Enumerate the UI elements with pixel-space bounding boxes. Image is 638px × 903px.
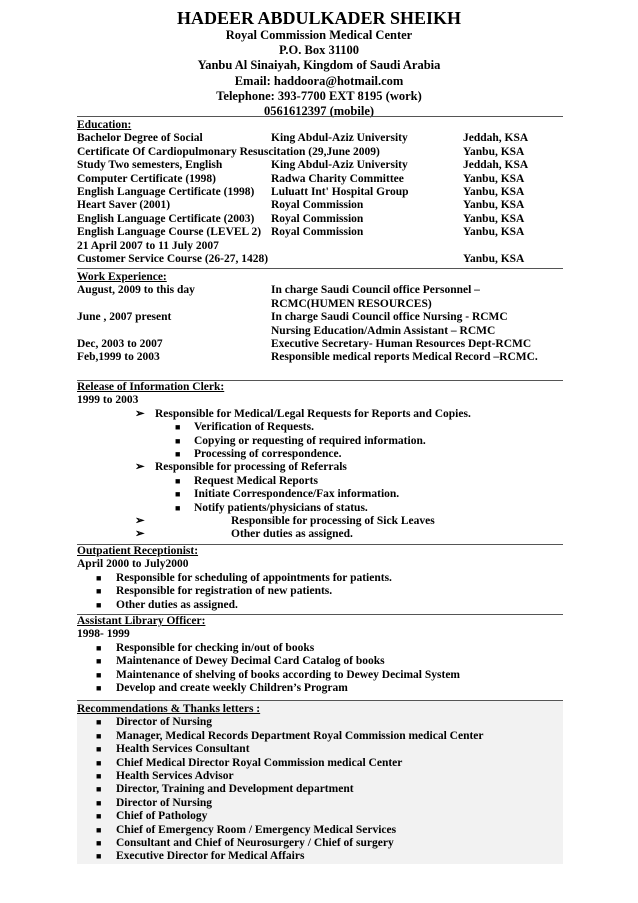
- square-bullet-icon: ■: [175, 475, 181, 486]
- resume-header: [0, 8, 638, 119]
- education-row: [77, 146, 563, 159]
- list-item-text: Responsible for checking in/out of books: [116, 641, 315, 654]
- education-location: Yanbu, KSA: [463, 212, 525, 225]
- education-degree: English Language Certificate (1998): [77, 185, 255, 198]
- list-item-text: Copying or requesting of required information.: [194, 434, 426, 447]
- list-item: [77, 824, 563, 837]
- square-bullet-icon: ■: [96, 784, 102, 795]
- education-row: [77, 226, 563, 239]
- work-phone-line: Telephone: 393-7700 EXT 8195 (work): [216, 88, 422, 103]
- education-row: [77, 253, 563, 266]
- education-row: [77, 199, 563, 212]
- list-item: [77, 730, 563, 743]
- list-item: [77, 797, 563, 810]
- work-role: In charge Saudi Council office Nursing - RCMC: [271, 311, 508, 324]
- square-bullet-icon: ■: [96, 824, 102, 835]
- email-line: Email: haddoora@hotmail.com: [234, 73, 404, 88]
- square-bullet-icon: ■: [96, 669, 102, 680]
- square-bullet-icon: ■: [96, 811, 102, 822]
- work-role: Nursing Education/Admin Assistant – RCMC: [271, 324, 496, 337]
- list-item: [77, 682, 563, 695]
- square-bullet-icon: ■: [96, 586, 102, 597]
- work-period: June , 2007 present: [77, 311, 172, 324]
- outpatient-title: Outpatient Receptionist:: [77, 545, 199, 557]
- list-item-text: Responsible for scheduling of appointments for patients.: [116, 571, 392, 584]
- list-item-text: Responsible for Medical/Legal Requests for Reports and Copies.: [155, 407, 471, 420]
- list-item: [77, 421, 563, 434]
- education-row: [77, 159, 563, 172]
- education-degree: English Language Certificate (2003): [77, 212, 255, 225]
- education-section: [77, 116, 563, 266]
- list-item-text: Maintenance of Dewey Decimal Card Catalog of books: [116, 655, 385, 668]
- education-location: Yanbu, KSA: [463, 185, 525, 198]
- education-degree: Computer Certificate (1998): [77, 172, 217, 185]
- list-item: [77, 599, 563, 612]
- education-institution: Royal Commission: [271, 199, 364, 212]
- list-item-text: Initiate Correspondence/Fax information.: [194, 488, 400, 501]
- recommendations-title: Recommendations & Thanks letters :: [77, 703, 261, 715]
- list-item-text: Develop and create weekly Children’s Program: [116, 681, 348, 694]
- list-item-text: Director, Training and Development department: [116, 783, 354, 796]
- list-item: [77, 810, 563, 823]
- square-bullet-icon: ■: [96, 642, 102, 653]
- work-row: [77, 298, 563, 311]
- list-item: [77, 528, 563, 541]
- work-role: RCMC(HUMEN RESOURCES): [271, 297, 432, 310]
- education-location: Jeddah, KSA: [463, 159, 529, 172]
- list-item: [77, 743, 563, 756]
- release-period: 1999 to 2003: [77, 394, 139, 407]
- list-item-text: Health Services Consultant: [116, 743, 250, 756]
- release-section: [77, 380, 563, 542]
- po-box-line: P.O. Box 31100: [278, 43, 360, 58]
- list-item: [77, 475, 563, 488]
- list-item: [77, 716, 563, 729]
- list-item-text: Verification of Requests.: [194, 421, 314, 434]
- candidate-name: HADEER ABDULKADER SHEIKH: [176, 8, 462, 28]
- release-title: Release of Information Clerk:: [77, 381, 225, 393]
- square-bullet-icon: ■: [175, 448, 181, 459]
- square-bullet-icon: ■: [96, 757, 102, 768]
- square-bullet-icon: ■: [175, 502, 181, 513]
- list-item: [77, 515, 563, 528]
- mobile-phone-line: 0561612397 (mobile): [263, 104, 375, 119]
- education-institution: Luluatt Int' Hospital Group: [271, 185, 409, 198]
- square-bullet-icon: ■: [96, 656, 102, 667]
- work-experience-section: [77, 268, 563, 365]
- list-item-text: Chief of Emergency Room / Emergency Medical Services: [116, 823, 397, 836]
- list-item-text: Request Medical Reports: [194, 474, 318, 487]
- city-line: Yanbu Al Sinaiyah, Kingdom of Saudi Arabia: [197, 58, 441, 73]
- square-bullet-icon: ■: [96, 744, 102, 755]
- list-item: [77, 572, 563, 585]
- education-degree: English Language Course (LEVEL 2): [77, 226, 262, 239]
- square-bullet-icon: ■: [96, 851, 102, 862]
- education-degree: Heart Saver (2001): [77, 199, 171, 212]
- arrow-bullet-icon: ➢: [135, 407, 145, 420]
- list-item-text: Director of Nursing: [116, 796, 213, 809]
- education-location: Yanbu, KSA: [463, 172, 525, 185]
- education-institution: Royal Commission: [271, 226, 364, 239]
- square-bullet-icon: ■: [96, 717, 102, 728]
- work-role: In charge Saudi Council office Personnel –: [271, 284, 480, 297]
- list-item-text: Consultant and Chief of Neurosurgery / Chief of surgery: [116, 836, 394, 849]
- education-degree: Study Two semesters, English: [77, 159, 223, 172]
- list-item: [77, 783, 563, 796]
- square-bullet-icon: ■: [96, 682, 102, 693]
- list-item: [77, 488, 563, 501]
- education-row: [77, 186, 563, 199]
- education-institution: King Abdul-Aziz University: [271, 132, 408, 145]
- square-bullet-icon: ■: [175, 422, 181, 433]
- education-location: Jeddah, KSA: [463, 132, 529, 145]
- work-row: [77, 351, 563, 364]
- education-institution: Radwa Charity Committee: [271, 172, 404, 185]
- work-role: Responsible medical reports Medical Record –RCMC.: [271, 351, 538, 364]
- education-location: Yanbu, KSA: [463, 252, 525, 265]
- square-bullet-icon: ■: [96, 837, 102, 848]
- work-row: [77, 325, 563, 338]
- square-bullet-icon: ■: [96, 730, 102, 741]
- list-item-text: Other duties as assigned.: [116, 598, 238, 611]
- list-item-text: Chief Medical Director Royal Commission medical Center: [116, 756, 403, 769]
- list-item-text: Processing of correspondence.: [194, 447, 342, 460]
- education-institution: King Abdul-Aziz University: [271, 159, 408, 172]
- list-item: [77, 448, 563, 461]
- list-item: [77, 585, 563, 598]
- list-item: [77, 655, 563, 668]
- square-bullet-icon: ■: [175, 489, 181, 500]
- list-item-text: Manager, Medical Records Department Royal Commission medical Center: [116, 729, 484, 742]
- library-section: [77, 614, 563, 695]
- work-period: August, 2009 to this day: [77, 284, 195, 297]
- list-item: [77, 408, 563, 421]
- work-experience-title: Work Experience:: [77, 271, 167, 283]
- square-bullet-icon: ■: [96, 770, 102, 781]
- education-dates: 21 April 2007 to 11 July 2007: [77, 239, 219, 252]
- education-title: Education:: [77, 119, 132, 131]
- list-item: [77, 461, 563, 474]
- list-item: [77, 757, 563, 770]
- work-role: Executive Secretary- Human Resources Dept-RCMC: [271, 337, 532, 350]
- list-item-text: Notify patients/physicians of status.: [194, 501, 368, 514]
- list-item: [77, 502, 563, 515]
- outpatient-section: [77, 544, 563, 612]
- education-institution: Royal Commission: [271, 212, 364, 225]
- education-row: [77, 173, 563, 186]
- list-item: [77, 669, 563, 682]
- education-row: [77, 213, 563, 226]
- education-row: [77, 132, 563, 145]
- list-item-text: Responsible for processing of Sick Leaves: [231, 514, 435, 527]
- list-item: [77, 837, 563, 850]
- arrow-bullet-icon: ➢: [135, 514, 145, 527]
- library-period: 1998- 1999: [77, 628, 130, 641]
- education-location: Yanbu, KSA: [463, 226, 525, 239]
- list-item-text: Responsible for processing of Referrals: [155, 461, 347, 474]
- list-item: [77, 770, 563, 783]
- work-period: Dec, 2003 to 2007: [77, 337, 163, 350]
- education-location: Yanbu, KSA: [463, 145, 525, 158]
- education-row: [77, 240, 563, 253]
- square-bullet-icon: ■: [96, 599, 102, 610]
- work-row: [77, 284, 563, 297]
- education-degree: Certificate Of Cardiopulmonary Resuscitation (29,June 2009): [77, 145, 380, 158]
- list-item-text: Other duties as assigned.: [231, 528, 353, 541]
- square-bullet-icon: ■: [175, 435, 181, 446]
- arrow-bullet-icon: ➢: [135, 461, 145, 474]
- outpatient-period: April 2000 to July2000: [77, 558, 189, 571]
- work-row: [77, 311, 563, 324]
- address-line: Royal Commission Medical Center: [225, 28, 413, 42]
- education-degree: Customer Service Course (26-27, 1428): [77, 252, 269, 265]
- square-bullet-icon: ■: [96, 572, 102, 583]
- list-item-text: Health Services Advisor: [116, 769, 234, 782]
- education-location: Yanbu, KSA: [463, 199, 525, 212]
- list-item-text: Maintenance of shelving of books according to Dewey Decimal System: [116, 668, 461, 681]
- list-item: [77, 435, 563, 448]
- recommendations-section: [77, 700, 563, 864]
- library-title: Assistant Library Officer:: [77, 615, 206, 627]
- work-period: Feb,1999 to 2003: [77, 351, 160, 364]
- square-bullet-icon: ■: [96, 797, 102, 808]
- arrow-bullet-icon: ➢: [135, 528, 145, 541]
- list-item-text: Responsible for registration of new patients.: [116, 585, 333, 598]
- education-degree: Bachelor Degree of Social: [77, 132, 203, 145]
- list-item-text: Chief of Pathology: [116, 810, 208, 823]
- list-item-text: Executive Director for Medical Affairs: [116, 850, 305, 863]
- list-item-text: Director of Nursing: [116, 716, 213, 729]
- work-row: [77, 338, 563, 351]
- list-item: [77, 850, 563, 863]
- list-item: [77, 642, 563, 655]
